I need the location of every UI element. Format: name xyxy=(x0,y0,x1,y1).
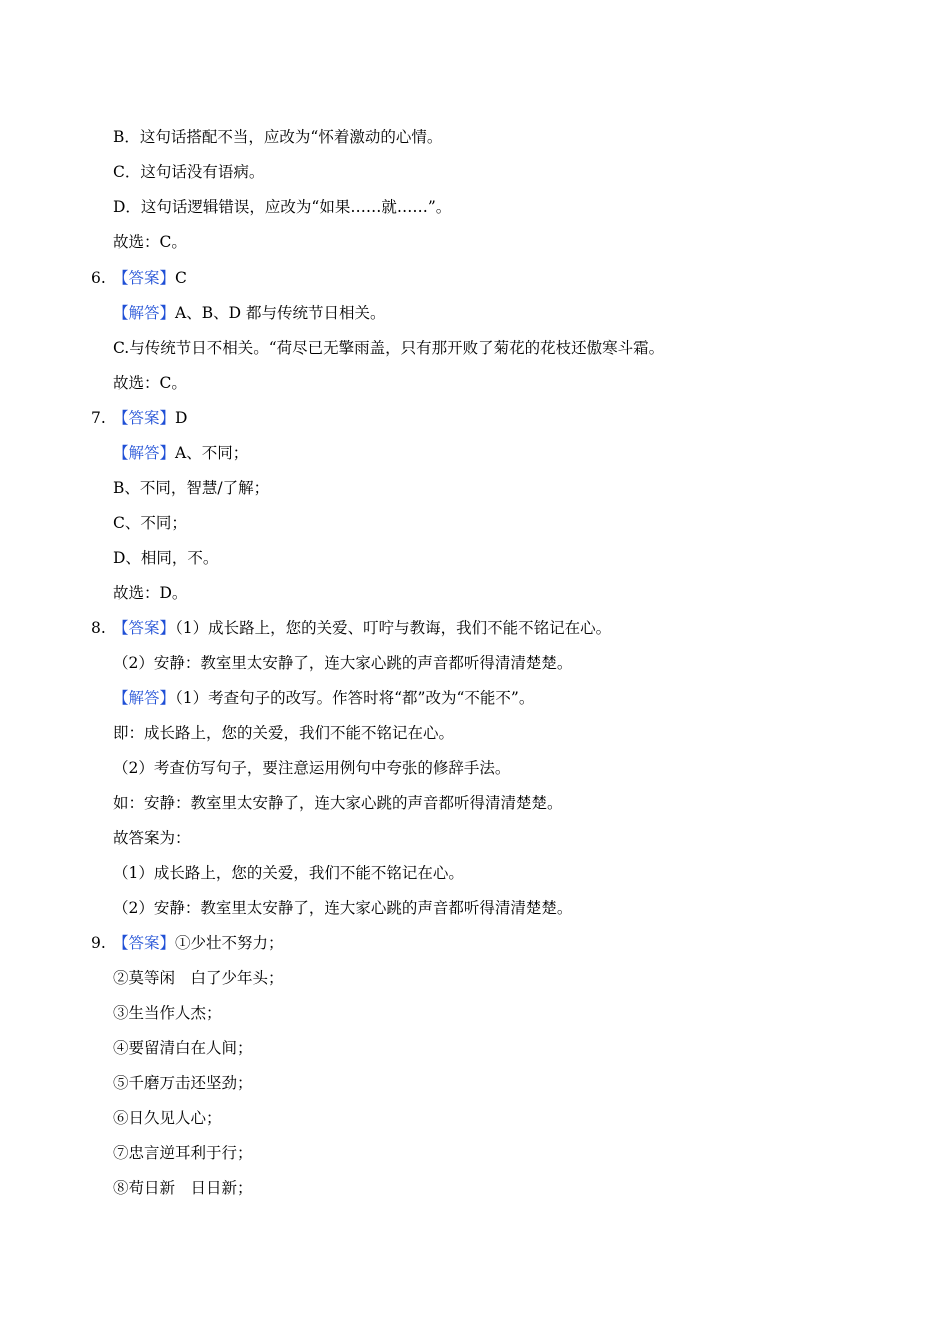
q5-choice: 故选：C。 xyxy=(113,233,187,251)
q6-explain: A、B、D 都与传统节日相关。 xyxy=(175,304,386,322)
q9-item: ④要留清白在人间； xyxy=(113,1039,253,1057)
q8-explain-line xyxy=(113,688,534,708)
q8-explain-line3: 如：安静：教室里太安静了，连大家心跳的声音都听得清清楚楚。 xyxy=(113,794,563,812)
q6-answer-tag: 【答案】 xyxy=(113,269,176,287)
q8-explain-line6: （2）安静：教室里太安静了，连大家心跳的声音都听得清清楚楚。 xyxy=(113,899,573,917)
q7-line-b: B、不同，智慧/了解； xyxy=(113,479,270,497)
q9-number: 9. xyxy=(91,934,106,952)
q9-item: ③生当作人杰； xyxy=(113,1004,222,1022)
q7-answer: D xyxy=(175,409,188,427)
q5-option-d: D．这句话逻辑错误，应改为“如果……就……”。 xyxy=(113,198,452,216)
q7-answer-line xyxy=(91,408,187,428)
q8-explain-line4: 故答案为： xyxy=(113,829,191,847)
q6-choice: 故选：C。 xyxy=(113,374,187,392)
q8-answer-tag: 【答案】 xyxy=(113,619,176,637)
q7-line-c: C、不同； xyxy=(113,514,187,532)
q8-number: 8. xyxy=(91,619,106,637)
q7-explain-line xyxy=(113,443,248,463)
q8-answer-line2: （2）安静：教室里太安静了，连大家心跳的声音都听得清清楚楚。 xyxy=(113,654,573,672)
q7-number: 7. xyxy=(91,409,106,427)
q9-item: ⑥日久见人心； xyxy=(113,1109,222,1127)
q7-answer-tag: 【答案】 xyxy=(113,409,176,427)
q6-number: 6. xyxy=(91,269,106,287)
q8-answer-line xyxy=(91,618,611,638)
q9-item: ⑦忠言逆耳利于行； xyxy=(113,1144,253,1162)
q7-choice: 故选：D。 xyxy=(113,584,188,602)
q9-item: ⑤千磨万击还坚劲； xyxy=(113,1074,253,1092)
q8-explain-line2: （2）考查仿写句子，要注意运用例句中夸张的修辞手法。 xyxy=(113,759,511,777)
q8-answer: （1）成长路上，您的关爱、叮咛与教诲，我们不能不铭记在心。 xyxy=(175,619,612,637)
q6-explain-line2: C.与传统节日不相关。“荷尽已无擎雨盖，只有那开败了菊花的花枝还傲寒斗霜。 xyxy=(113,339,665,357)
q9-answer-tag: 【答案】 xyxy=(113,934,176,952)
q5-option-b: B．这句话搭配不当，应改为“怀着激动的心情。 xyxy=(113,128,443,146)
q7-explain-tag: 【解答】 xyxy=(113,444,176,462)
q8-explain: （1）考查句子的改写。作答时将“都”改为“不能不”。 xyxy=(175,689,535,707)
q6-explain-line xyxy=(113,303,385,323)
q5-option-c: C．这句话没有语病。 xyxy=(113,163,265,181)
q8-explain-line5: （1）成长路上，您的关爱，我们不能不铭记在心。 xyxy=(113,864,464,882)
q9-item: ⑧苟日新 日日新； xyxy=(113,1179,253,1197)
q8-explain-line1: 即：成长路上，您的关爱，我们不能不铭记在心。 xyxy=(113,724,455,742)
q6-explain-tag: 【解答】 xyxy=(113,304,176,322)
q7-explain: A、不同； xyxy=(175,444,249,462)
q6-answer-line xyxy=(91,268,187,288)
q9-item: ②莫等闲 白了少年头； xyxy=(113,969,284,987)
q9-answer: ①少壮不努力； xyxy=(175,934,284,952)
q8-explain-tag: 【解答】 xyxy=(113,689,176,707)
q9-answer-line xyxy=(91,933,284,953)
q6-answer: C xyxy=(175,269,187,287)
q7-line-d: D、相同，不。 xyxy=(113,549,219,567)
